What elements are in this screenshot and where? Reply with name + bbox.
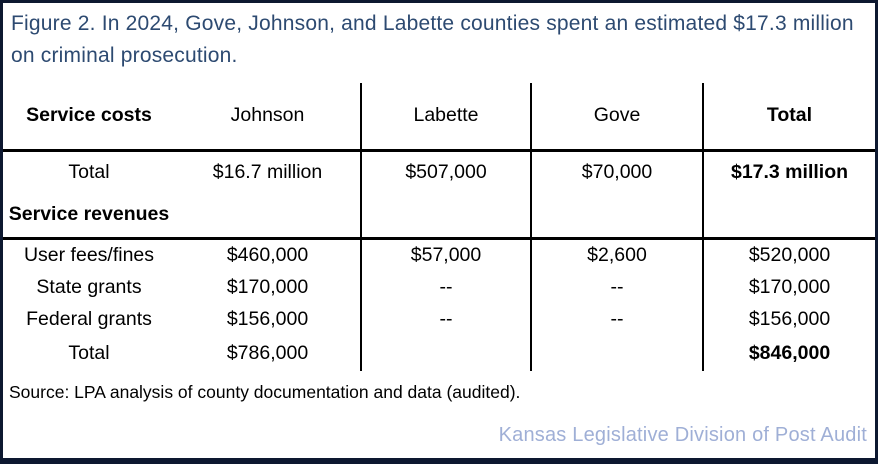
cost-total-labette: $507,000 bbox=[361, 150, 531, 193]
federal-grants-total: $156,000 bbox=[748, 307, 831, 330]
state-grants-gove: -- bbox=[531, 271, 703, 303]
revenue-total-gove bbox=[531, 335, 703, 371]
revenue-row-state-grants bbox=[3, 271, 875, 303]
federal-grants-gove: -- bbox=[531, 303, 703, 335]
revenue-section-empty-johnson bbox=[175, 193, 361, 238]
column-header-total: Total bbox=[703, 83, 875, 150]
column-header-johnson: Johnson bbox=[175, 83, 361, 150]
revenue-total-row bbox=[3, 335, 875, 371]
cost-total-total: $17.3 million bbox=[730, 160, 849, 183]
state-grants-total: $170,000 bbox=[748, 275, 831, 298]
state-grants-johnson: $170,000 bbox=[175, 271, 361, 303]
column-header-labette: Labette bbox=[361, 83, 531, 150]
user-fees-total: $520,000 bbox=[748, 243, 831, 266]
state-grants-labette: -- bbox=[361, 271, 531, 303]
section-label-service-costs: Service costs bbox=[3, 83, 175, 150]
federal-grants-label: Federal grants bbox=[26, 307, 152, 330]
revenue-section-empty-total bbox=[703, 193, 875, 238]
revenue-section-empty-labette bbox=[361, 193, 531, 238]
user-fees-johnson: $460,000 bbox=[175, 238, 361, 271]
revenue-total-total: $846,000 bbox=[748, 341, 831, 364]
user-fees-gove: $2,600 bbox=[531, 238, 703, 271]
revenue-total-johnson: $786,000 bbox=[175, 335, 361, 371]
revenue-row-federal-grants bbox=[3, 303, 875, 335]
cost-total-johnson: $16.7 million bbox=[175, 150, 361, 193]
figure-table bbox=[3, 83, 875, 371]
cost-total-label: Total bbox=[68, 160, 110, 183]
agency-footer: Kansas Legislative Division of Post Audit bbox=[498, 424, 867, 446]
revenue-section-row bbox=[3, 193, 875, 238]
figure-title: Figure 2. In 2024, Gove, Johnson, and Labette counties spent an estimated $17.3 million on criminal prosecution. bbox=[11, 12, 854, 67]
federal-grants-labette: -- bbox=[361, 303, 531, 335]
federal-grants-johnson: $156,000 bbox=[175, 303, 361, 335]
revenue-total-label: Total bbox=[68, 341, 110, 364]
user-fees-label: User fees/fines bbox=[23, 243, 155, 266]
revenue-row-user-fees bbox=[3, 238, 875, 271]
revenue-section-empty-gove bbox=[531, 193, 703, 238]
revenue-total-labette bbox=[361, 335, 531, 371]
source-note: Source: LPA analysis of county documentation and data (audited). bbox=[9, 382, 521, 402]
cost-total-gove: $70,000 bbox=[531, 150, 703, 193]
table-header-row bbox=[3, 83, 875, 150]
state-grants-label: State grants bbox=[36, 275, 142, 298]
section-label-service-revenues: Service revenues bbox=[3, 193, 175, 238]
user-fees-labette: $57,000 bbox=[361, 238, 531, 271]
column-header-gove: Gove bbox=[531, 83, 703, 150]
cost-total-row bbox=[3, 150, 875, 193]
